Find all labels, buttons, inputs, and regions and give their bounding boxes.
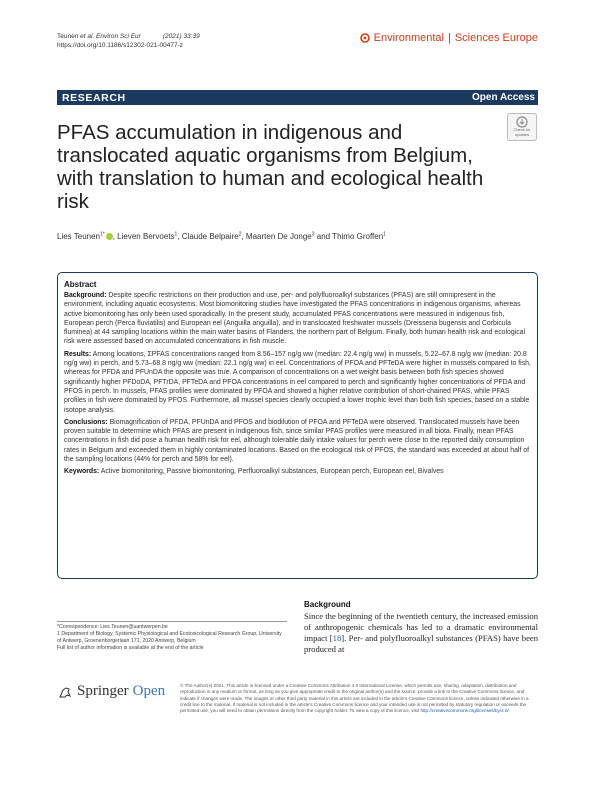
author-affiliation-sup: 1	[174, 231, 178, 238]
footnotes	[57, 621, 287, 652]
doi-link[interactable]: https://doi.org/10.1186/s12302-021-00477-z	[57, 41, 183, 49]
citation-journal: et al. Environ Sci Eur	[80, 33, 141, 40]
orcid-icon[interactable]	[106, 233, 113, 240]
author-affiliation-sup: 1	[383, 231, 386, 238]
open-access-label: Open Access	[472, 92, 535, 103]
citation-line	[57, 33, 200, 42]
author-affiliation-sup: 3	[311, 231, 315, 238]
journal-name-part2: Sciences Europe	[454, 32, 538, 44]
conclusions-text: Biomagnification of PFDA, PFUnDA and PFOS and biodilution of PFOA and PFTeDA were observed. Translocated mussels have been proven suitable to determine which PFAS are present in indigenous fish, since similar PFAS profiles were measured in all biota. Finally, mean PFAS concentrations in fish did pose a human health risk for eel, although tolerable daily intake values for perch were close to the reported daily consumption rates in Belgium and exceeded them in highly contaminated locations. Based on the ecological risk of PFOS, the standard was exceeded at about half of the sampling locations (44% for perch and 58% for eel).	[64, 418, 530, 464]
background-label: Background:	[64, 292, 107, 299]
journal-ring-icon	[360, 33, 370, 43]
abstract-conclusions	[64, 418, 531, 464]
publisher-name: Springer	[77, 683, 129, 699]
results-label: Results:	[64, 350, 92, 358]
check-for-updates-button[interactable]	[507, 113, 537, 141]
background-body-1: Since the beginning of the twentieth century, the increased emission of anthropogenic chemicals has led to a dramatic environmental impact [	[304, 611, 538, 643]
abstract-background	[64, 291, 531, 347]
author-info-note: Full list of author information is available at the end of the article	[57, 645, 204, 651]
abstract-results	[64, 350, 531, 415]
springer-open-logo	[57, 683, 165, 700]
background-body-2: ]. Per- and polyfluoroalkyl substances (PFAS) have been produced at	[304, 633, 538, 654]
author-list	[57, 232, 386, 241]
results-text: Among locations, ΣPFAS concentrations ranged from 8.56–157 ng/g ww (median: 22.4 ng/g ww) in mussels, 5.22–67.8 ng/g ww (median: 20.8 ng/g ww) in perch, and 5.73–68.8 ng/g ww (median: 22.1 ng/g ww) in eel. Concentrations of PFOA and PFTeDA were higher in mussels compared to fish, whereas for PFDA and PFUnDA the opposite was true. A comparison of concentrations on a wet weight basis between both fish species showed significantly higher PFDoDA, PFTrDA, PFTeDA and PFOA concentrations in eel compared to perch and significantly higher concentrations of PFDA and PFOS in perch. In mussels, PFAS profiles were dominated by PFOA and showed a higher relative contribution of short-chained PFAS, while PFAS profiles in fish were dominated by PFOS. Furthermore, all mussel species clearly occupied a lower trophic level than both fish species, based on a stable isotope analysis.	[64, 350, 531, 414]
author-name[interactable]: and Thimo Groffen	[314, 232, 384, 241]
author-name[interactable]: , Lieven Bervoets	[112, 232, 175, 241]
author-name[interactable]: , Claude Belpaire	[177, 232, 239, 241]
reference-link[interactable]: 18	[332, 633, 342, 643]
citation-year-volume: (2021) 33:39	[162, 33, 200, 40]
citation-authors: Teunen	[57, 33, 81, 40]
journal-name-part1: Environmental	[373, 32, 444, 44]
keywords-text: Active biomonitoring, Passive biomonitoring, Perfluoroalkyl substances, European perch, European eel, Bivalves	[99, 468, 444, 476]
background-section	[304, 600, 538, 655]
research-banner	[57, 90, 538, 105]
publisher-open: Open	[132, 683, 166, 699]
conclusions-label: Conclusions:	[64, 418, 108, 426]
abstract-heading: Abstract	[64, 280, 97, 289]
springer-horse-icon	[57, 684, 73, 700]
author-name[interactable]: Lies Teunen	[57, 232, 100, 241]
author-name[interactable]: , Maarten De Jonge	[241, 232, 312, 241]
check-updates-line2: updates	[514, 131, 530, 137]
author-affiliation-sup: 2	[238, 231, 242, 238]
running-header	[57, 33, 200, 50]
journal-separator: |	[447, 32, 451, 44]
section-label: RESEARCH	[62, 92, 126, 104]
author-affiliation-sup: 1*	[100, 231, 105, 238]
correspondence-note[interactable]: *Correspondence: Lies.Teunen@uantwerpen.be	[57, 624, 168, 630]
keywords-label: Keywords:	[64, 468, 100, 476]
affiliation-note: 1 Department of Biology, Systemic Physiological and Ecotoxicological Research Group, University of Antwerp, Groenenborgerlaan 171, 2020 Antwerp, Belgium	[57, 631, 282, 644]
license-body: © The Author(s) 2021. This article is licensed under a Creative Commons Attribution 4.0 International License, which permits use, sharing, adaptation, distribution and reproduction in any medium or format, as long as you give appropriate credit to the original author(s) and the source, provide a link to the Creative Commons licence, and indicate if changes were made. The images or other third party material in this article are included in the article's Creative Commons licence, unless indicated otherwise in a credit line to the material. If material is not included in the article's Creative Commons licence and your intended use is not permitted by statutory regulation or exceeds the permitted use, you will need to obtain permission directly from the copyright holder. To view a copy of this licence, visit	[180, 683, 529, 714]
background-paragraph	[304, 611, 538, 655]
journal-logo[interactable]	[360, 32, 538, 44]
abstract-keywords	[64, 467, 531, 476]
check-updates-line1: Check for	[513, 127, 531, 132]
background-text: Despite specific restrictions on their production and use, per- and polyfluoroalkyl substances (PFAS) are still omnipresent in the environment, including aquatic ecosystems. Most biomonitoring studies have investigated the PFAS concentrations in indigenous organisms, whereas active biomonitoring has only been used sporadically. In the present study, accumulated PFAS concentrations were measured in indigenous fish, European perch (Perca fluviatilis) and European eel (Anguilla anguilla), and in translocated freshwater mussels (Dreissena bugensis and Corbicula fluminea) at 44 sampling locations within the main water basins of Flanders, the northern part of Belgium. Finally, both human health risk and ecological risk were assessed based on accumulated concentrations in fish muscle.	[64, 292, 526, 346]
license-text	[180, 683, 538, 714]
footnote-rule	[57, 621, 287, 622]
abstract-box	[57, 272, 538, 579]
license-link[interactable]: http://creativecommons.org/licenses/by/4.0/	[420, 708, 509, 714]
license-end: .	[508, 708, 511, 714]
article-title: PFAS accumulation in indigenous and translocated aquatic organisms from Belgium, with translation to human and ecological health risk	[57, 121, 484, 213]
background-heading: Background	[304, 600, 351, 609]
